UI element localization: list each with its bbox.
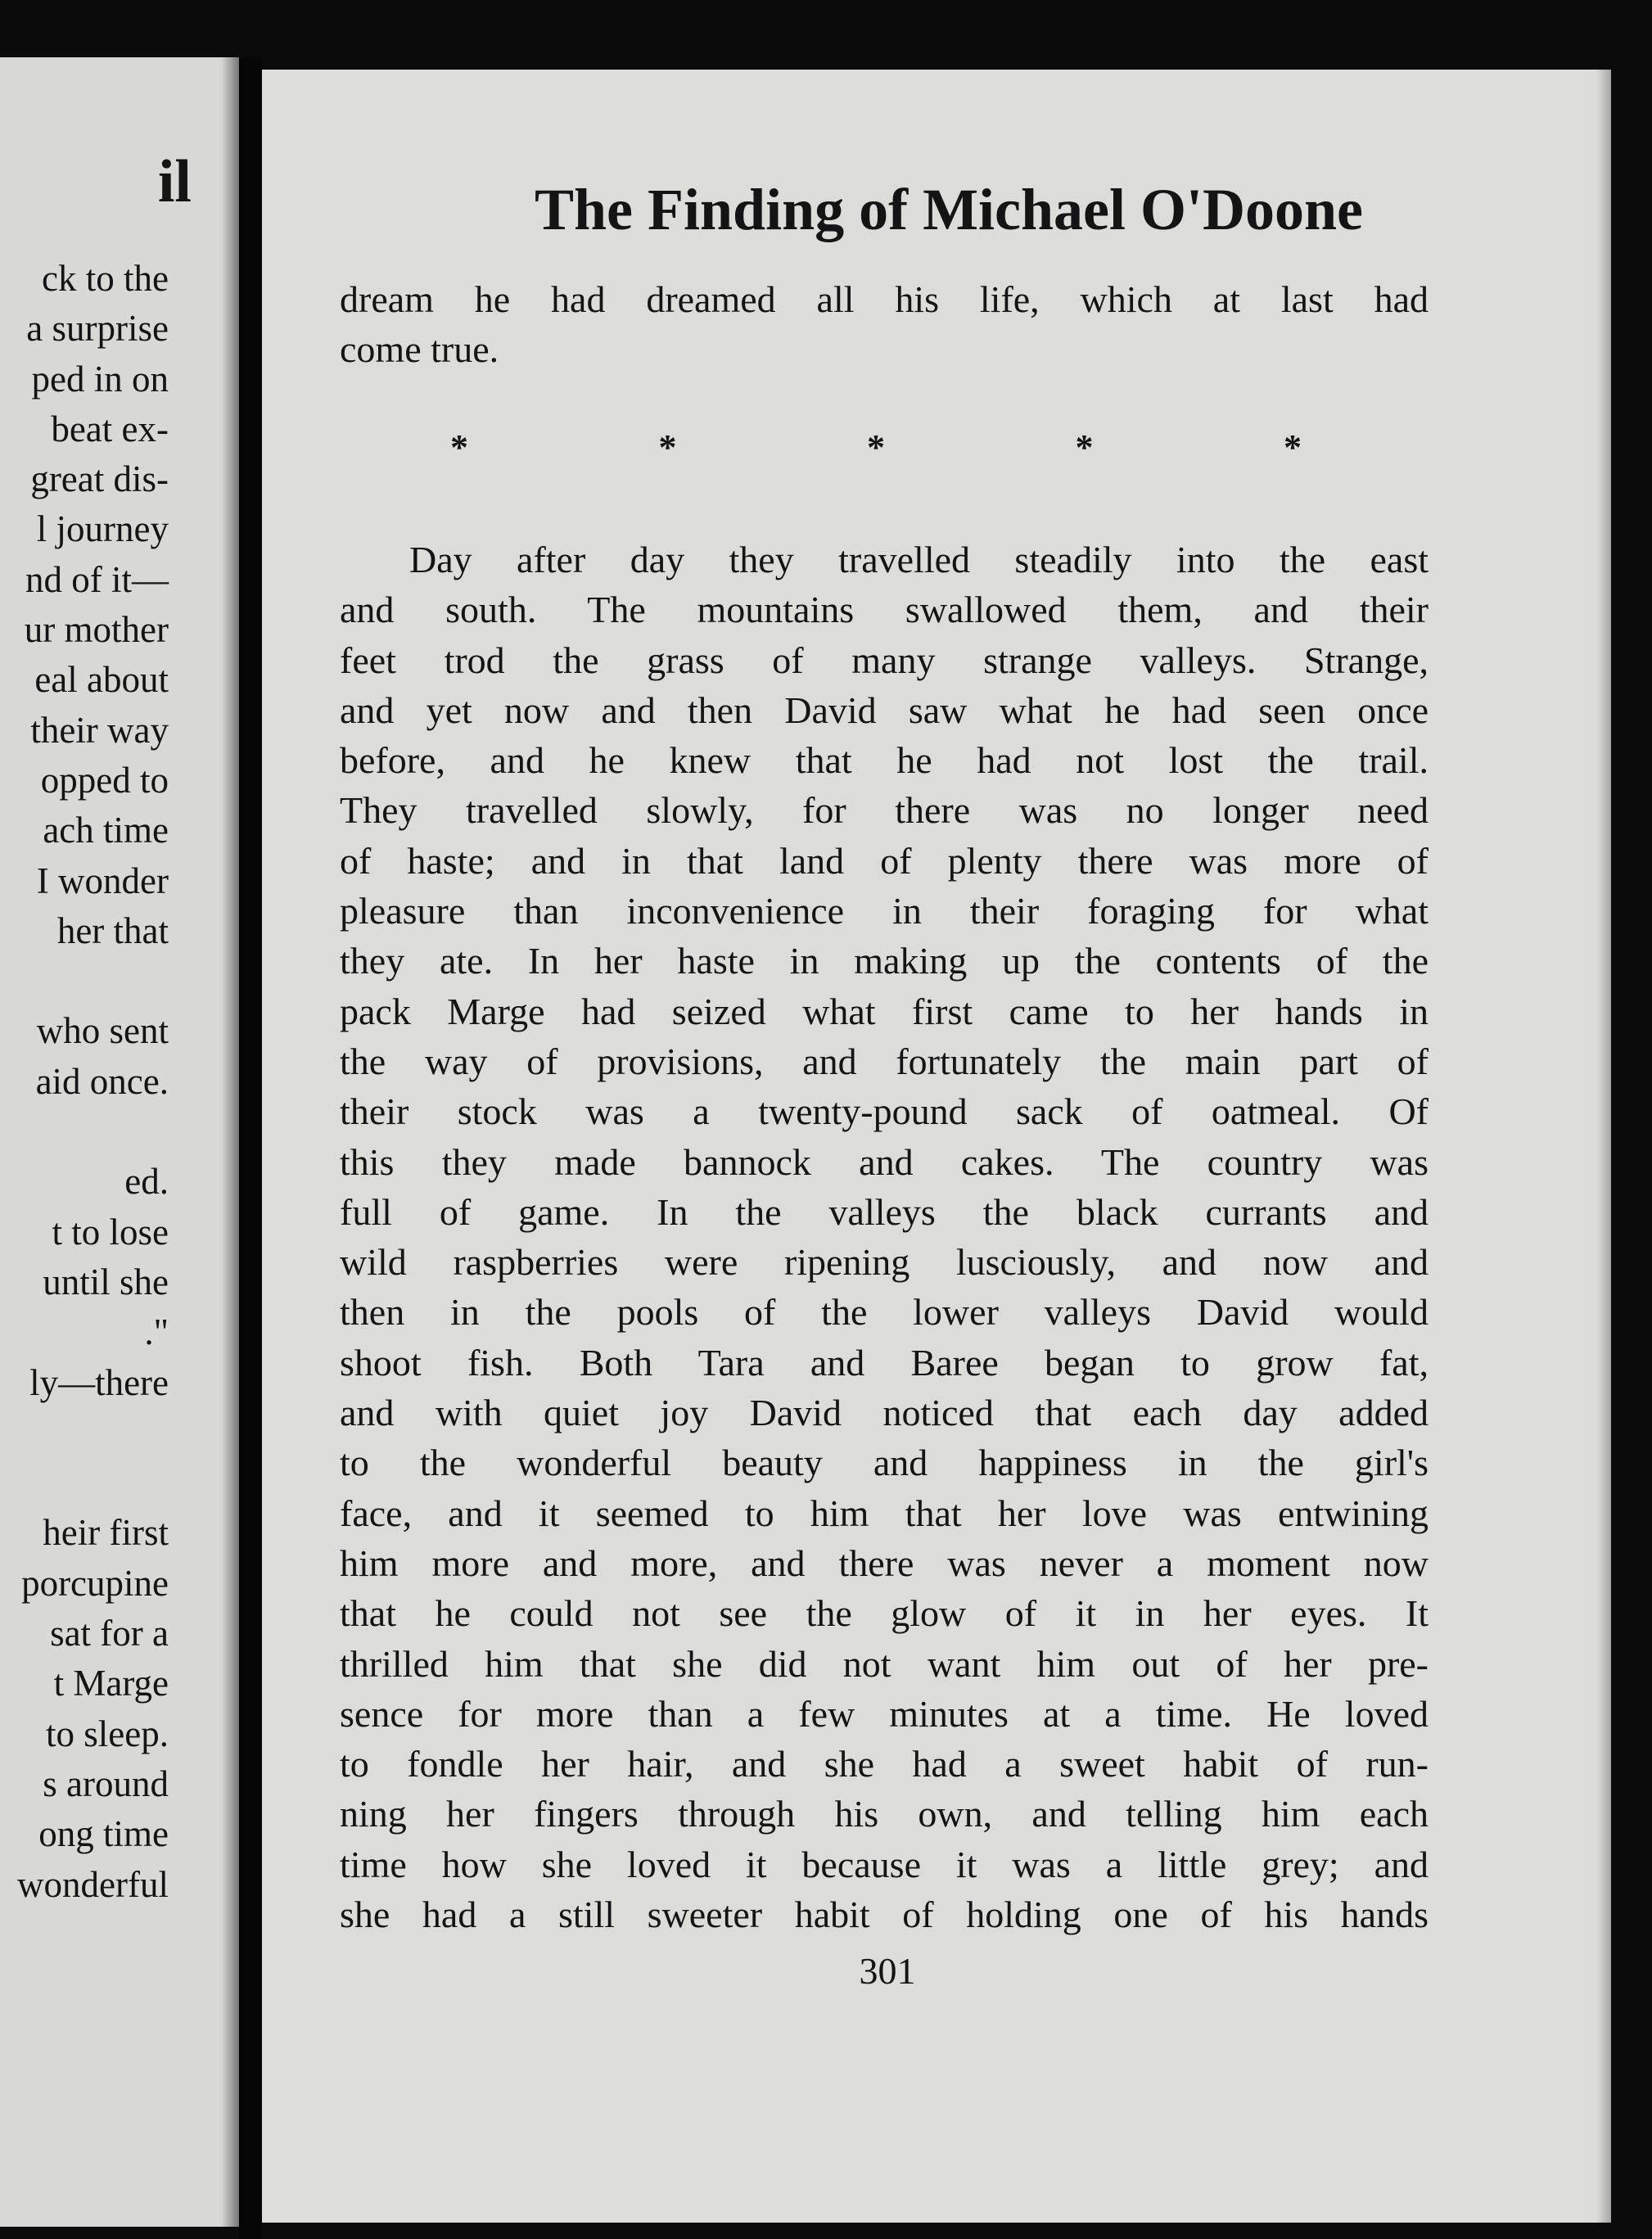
text-line: sat for a	[50, 1613, 169, 1654]
text-line: she had a still sweeter habit of holding one of his hands	[340, 1894, 1429, 1936]
blank-line	[17, 1107, 169, 1157]
text-line: aid once.	[35, 1060, 169, 1102]
text-line: dream he had dreamed all his life, which at last had	[340, 278, 1429, 320]
text-line: before, and he knew that he had not lost the trail.	[340, 739, 1429, 782]
text-line: her that	[56, 910, 169, 951]
text-line: pack Marge had seized what first came to her hands in	[340, 990, 1429, 1032]
text-line: until she	[43, 1261, 169, 1302]
text-line: t to lose	[52, 1211, 169, 1253]
text-line: that he could not see the glow of it in her eyes. It	[340, 1592, 1429, 1635]
text-line: ed.	[124, 1161, 169, 1203]
text-line: heir first	[43, 1512, 169, 1554]
asterisk-mark: *	[867, 427, 885, 467]
text-line: l journey	[36, 508, 169, 550]
text-line: t Marge	[53, 1663, 169, 1704]
text-line: sence for more than a few minutes at a time. He loved	[340, 1692, 1429, 1735]
page-number: 301	[859, 1950, 916, 1992]
left-page-fragment	[0, 57, 239, 2227]
left-page-title-fragment: il	[157, 148, 192, 215]
asterisk-mark: *	[658, 427, 677, 467]
page-edge-shadow	[1596, 70, 1611, 2223]
text-line: They travelled slowly, for there was no longer need	[340, 789, 1429, 832]
page-curl-shadow	[221, 57, 239, 2227]
body-paragraph	[340, 535, 1429, 1939]
text-line: their way	[30, 709, 169, 751]
text-line: ck to the	[42, 258, 169, 299]
text-line: wonderful	[17, 1863, 169, 1905]
text-line: time how she loved it because it was a little grey; and	[340, 1843, 1429, 1885]
text-line: ach time	[43, 810, 169, 851]
continued-paragraph	[340, 274, 1429, 375]
text-line: ped in on	[31, 358, 169, 399]
blank-line	[17, 1458, 169, 1508]
text-line: to sleep.	[46, 1713, 169, 1754]
text-line: ning her fingers through his own, and telling him each	[340, 1793, 1429, 1835]
text-line: the way of provisions, and fortunately the main part of	[340, 1040, 1429, 1082]
text-line: then in the pools of the lower valleys David would	[340, 1291, 1429, 1334]
text-line: they ate. In her haste in making up the contents of the	[340, 940, 1429, 982]
asterisk-mark: *	[1075, 427, 1094, 467]
book-gutter	[239, 57, 262, 2239]
text-line: come true.	[340, 328, 499, 371]
text-line: s around	[43, 1763, 169, 1804]
text-line: thrilled him that she did not want him out of her pre-	[340, 1642, 1429, 1685]
text-line: I wonder	[36, 860, 169, 901]
text-line: great dis-	[30, 458, 169, 500]
text-line: shoot fish. Both Tara and Baree began to grow fat,	[340, 1341, 1429, 1384]
left-page-text	[17, 254, 169, 1910]
running-head: The Finding of Michael O'Doone	[534, 177, 1364, 242]
text-line: full of game. In the valleys the black currants and	[340, 1190, 1429, 1233]
text-line: pleasure than inconvenience in their foraging for what	[340, 890, 1429, 932]
text-line: ur mother	[24, 609, 169, 651]
asterisk-mark: *	[450, 427, 468, 467]
text-line: of haste; and in that land of plenty there was more of	[340, 839, 1429, 882]
text-line: this they made bannock and cakes. The country was	[340, 1140, 1429, 1183]
text-line: porcupine	[21, 1562, 169, 1604]
text-line: opped to	[40, 759, 169, 801]
text-line: him more and more, and there was never a moment now	[340, 1542, 1429, 1584]
text-line: ly—there	[29, 1361, 169, 1403]
text-line: to the wonderful beauty and happiness in the girl's	[340, 1442, 1429, 1484]
text-line: wild raspberries were ripening lusciously, and now and	[340, 1241, 1429, 1284]
text-line: a surprise	[26, 308, 169, 350]
asterisk-mark: *	[1284, 427, 1302, 467]
right-page	[262, 70, 1611, 2223]
text-line: and yet now and then David saw what he had seen once	[340, 688, 1429, 731]
text-line: Day after day they travelled steadily into the east	[409, 539, 1429, 580]
text-line: beat ex-	[51, 408, 169, 449]
text-line: face, and it seemed to him that her love was entwining	[340, 1492, 1429, 1534]
blank-line	[17, 1408, 169, 1458]
blank-line	[17, 956, 169, 1006]
section-divider	[450, 427, 1302, 467]
text-line: ong time	[38, 1813, 169, 1855]
text-line: who sent	[36, 1010, 169, 1052]
text-line: nd of it—	[25, 558, 169, 600]
text-line: their stock was a twenty-pound sack of oatmeal. Of	[340, 1090, 1429, 1133]
text-line: feet trod the grass of many strange valleys. Strange,	[340, 639, 1429, 681]
text-line: ."	[144, 1311, 169, 1353]
text-line: to fondle her hair, and she had a sweet habit of run-	[340, 1743, 1429, 1785]
text-line: and south. The mountains swallowed them, and their	[340, 589, 1429, 631]
text-line: and with quiet joy David noticed that each day added	[340, 1392, 1429, 1434]
text-line: eal about	[34, 659, 169, 701]
